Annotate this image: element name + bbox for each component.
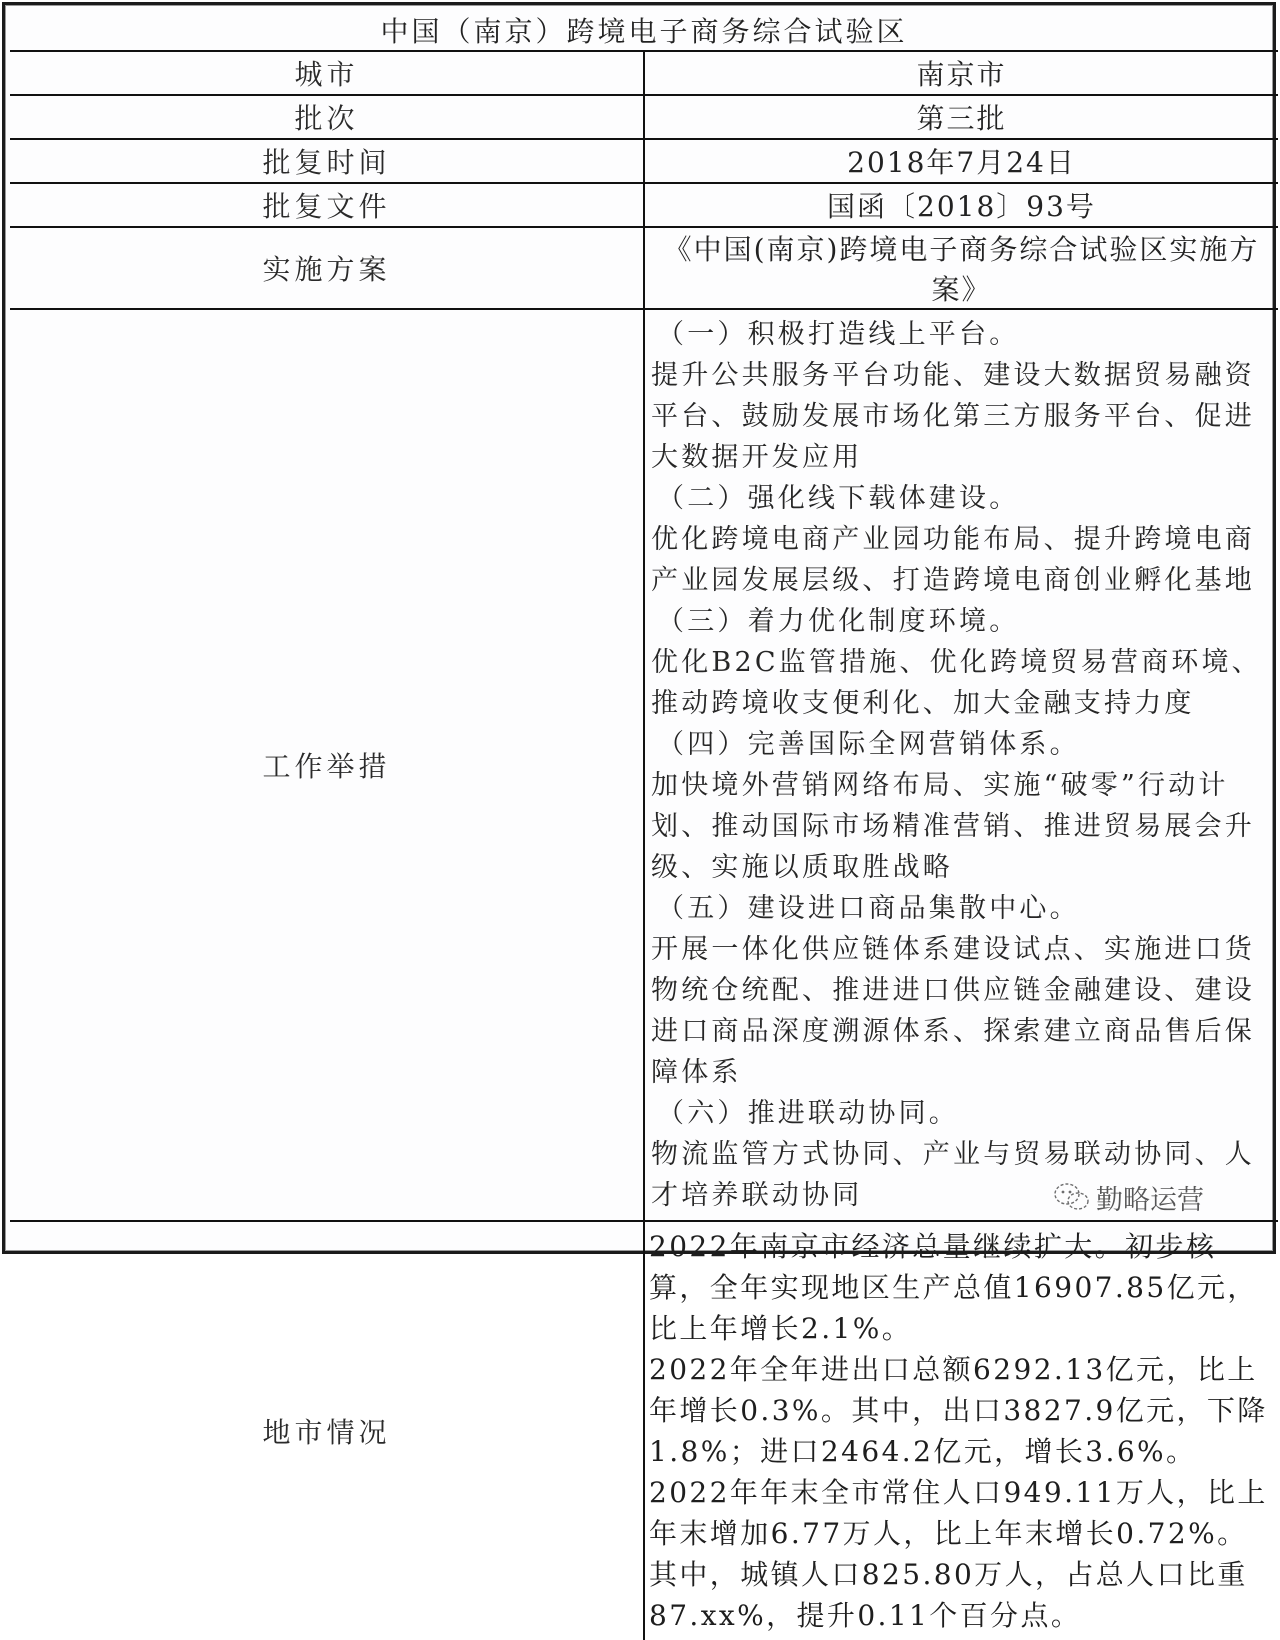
measure-body: 物流监管方式协同、产业与贸易联动协同、人才培养联动协同 [651,1139,1255,1211]
row-label-city: 城市 [10,51,644,95]
row-value-city: 南京市 [644,51,1278,95]
row-value-approval-doc: 国函〔2018〕93号 [644,183,1278,227]
row-label-approval-doc: 批复文件 [10,183,644,227]
row-value-batch: 第三批 [644,95,1278,139]
stat-paragraph-population: 2022年年末全市常住人口949.11万人，比上年末增加6.77万人，比上年末增长0.72%。其中，城镇人口825.80万人，占总人口比重87.xx%，提升0.11个百分点。 [649,1476,1268,1632]
info-table [10,10,1278,1640]
table-title: 中国（南京）跨境电子商务综合试验区 [10,10,1278,51]
measure-heading: （三）着力优化制度环境。 [657,606,1020,637]
row-label-measures: 工作举措 [10,309,644,1221]
row-label-city-situation: 地市情况 [10,1221,644,1640]
measure-heading: （五）建设进口商品集散中心。 [657,893,1080,924]
measure-heading: （二）强化线下载体建设。 [657,483,1020,514]
watermark-text: 勤略运营 [1096,1185,1204,1216]
row-label-plan: 实施方案 [10,227,644,309]
stat-paragraph-trade: 2022年全年进出口总额6292.13亿元，比上年增长0.3%。其中，出口3827.9亿元，下降1.8%；进口2464.2亿元，增长3.6%。 [649,1353,1268,1468]
table-row [10,227,1278,309]
city-situation-content [644,1221,1278,1640]
measure-body: 加快境外营销网络布局、实施“破零”行动计划、推动国际市场精准营销、推进贸易展会升级、实施以质取胜战略 [651,770,1255,883]
stat-paragraph-gdp: 2022年南京市经济总量继续扩大。初步核算，全年实现地区生产总值16907.85亿元，比上年增长2.1%。 [649,1230,1258,1345]
row-value-plan: 《中国(南京)跨境电子商务综合试验区实施方案》 [644,227,1278,309]
table-row-measures [10,309,1278,1221]
document-frame [2,2,1276,1632]
measure-body: 优化跨境电商产业园功能布局、提升跨境电商产业园发展层级、打造跨境电商创业孵化基地 [651,524,1255,596]
row-value-approval-date: 2018年7月24日 [644,139,1278,183]
table-row [10,139,1278,183]
row-label-batch: 批次 [10,95,644,139]
table-row [10,51,1278,95]
measures-content [644,309,1278,1221]
row-label-approval-date: 批复时间 [10,139,644,183]
measure-body: 优化B2C监管措施、优化跨境贸易营商环境、推动跨境收支便利化、加大金融支持力度 [651,647,1262,719]
table-row [10,183,1278,227]
measure-body: 开展一体化供应链体系建设试点、实施进口货物统仓统配、推进进口供应链金融建设、建设进口商品深度溯源体系、探索建立商品售后保障体系 [651,934,1255,1088]
measure-body: 提升公共服务平台功能、建设大数据贸易融资平台、鼓励发展市场化第三方服务平台、促进大数据开发应用 [651,360,1255,473]
measure-heading: （一）积极打造线上平台。 [657,319,1020,350]
measure-heading: （四）完善国际全网营销体系。 [657,729,1080,760]
table-row [10,95,1278,139]
measure-heading: （六）推进联动协同。 [657,1098,959,1129]
table-row-city-situation [10,1221,1278,1640]
